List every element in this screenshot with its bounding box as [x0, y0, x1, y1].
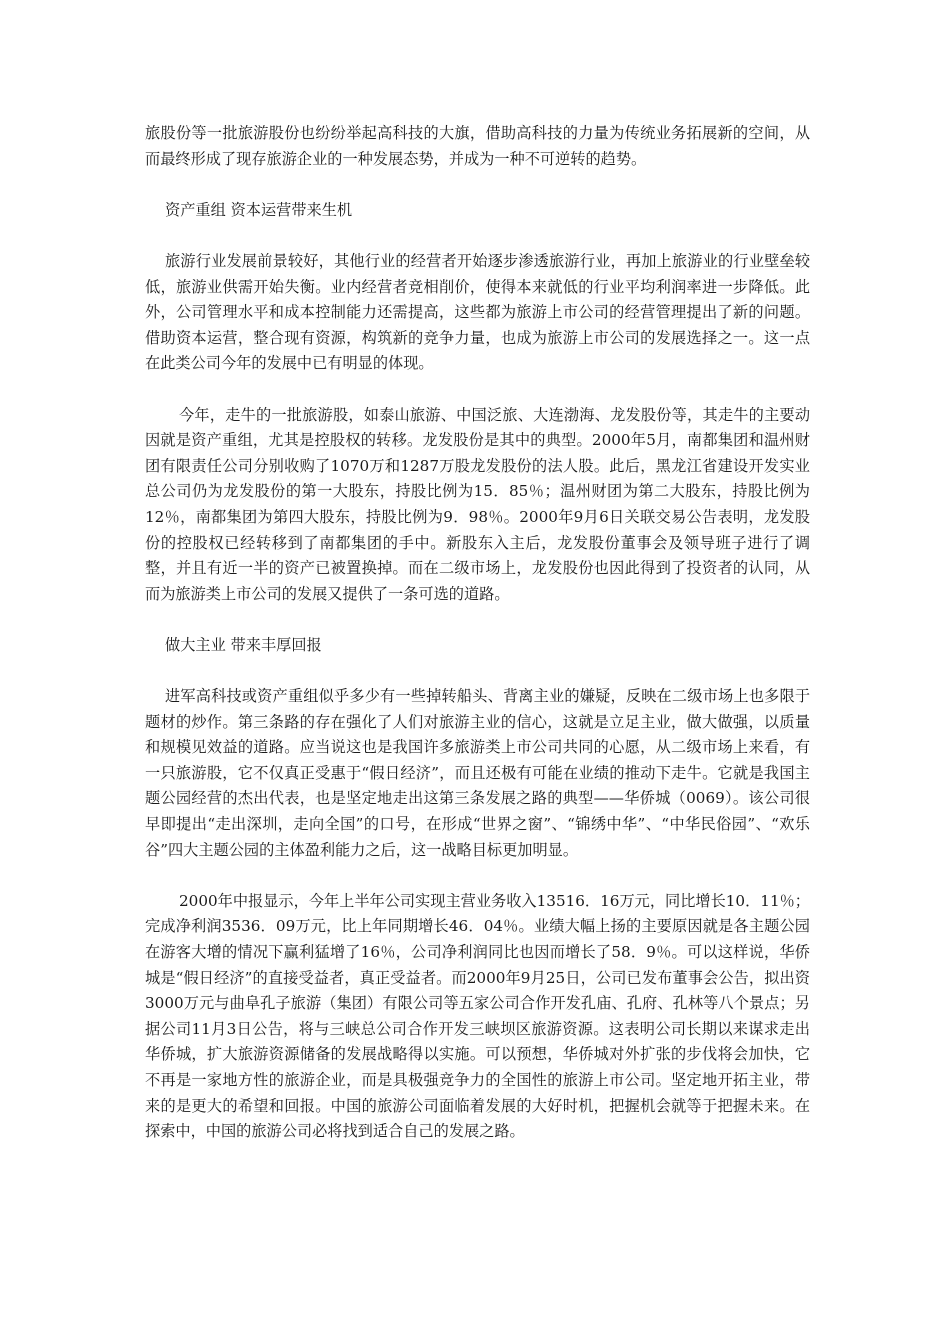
- paragraph-gap: [145, 223, 810, 249]
- section-heading-core-business: 做大主业 带来丰厚回报: [165, 635, 322, 654]
- paragraph-gap: [145, 658, 810, 684]
- paragraph-gap: [145, 377, 810, 403]
- paragraph-continuation: 旅股份等一批旅游股份也纷纷举起高科技的大旗，借助高科技的力量为传统业务拓展新的空间，从而最终形成了现存旅游企业的一种发展态势，并成为一种不可逆转的趋势。: [145, 124, 810, 168]
- paragraph-gap: [145, 172, 810, 198]
- section-heading-asset-restructuring: 资产重组 资本运营带来生机: [165, 200, 353, 219]
- paragraph-interim-report: 2000年中报显示，今年上半年公司实现主营业务收入13516．16万元，同比增长10．11％；完成净利润3536．09万元，比上年同期增长46．04％。业绩大幅上扬的主要原因就是各主题公园在游客大增的情况下赢利猛增了16％，公司净利润同比也因而增长了58．9％。可以这样说，华侨城是“假日经济”的直接受益者，真正受益者。而2000年9月25日，公司已发布董事会公告，拟出资3000万元与曲阜孔子旅游（集团）有限公司等五家公司合作开发孔庙、孔府、孔林等八个景点；另据公司11月3日公告，将与三峡总公司合作开发三峡坝区旅游资源。这表明公司长期以来谋求走出华侨城，扩大旅游资源储备的发展战略得以实施。可以预想，华侨城对外扩张的步伐将会加快，它不再是一家地方性的旅游企业，而是具极强竞争力的全国性的旅游上市公司。坚定地开拓主业，带来的是更大的希望和回报。中国的旅游公司面临着发展的大好时机，把握机会就等于把握未来。在探索中，中国的旅游公司必将找到适合自己的发展之路。: [145, 891, 810, 1141]
- paragraph-gap: [145, 607, 810, 633]
- document-page: [145, 121, 810, 1145]
- paragraph-industry-outlook: 旅游行业发展前景较好，其他行业的经营者开始逐步渗透旅游行业，再加上旅游业的行业壁垒较低，旅游业供需开始失衡。业内经营者竞相削价，使得本来就低的行业平均利润率进一步降低。此外，公司管理水平和成本控制能力还需提高，这些都为旅游上市公司的经营管理提出了新的问题。借助资本运营，整合现有资源，构筑新的竞争力量，也成为旅游上市公司的发展选择之一。这一点在此类公司今年的发展中已有明显的体现。: [145, 251, 810, 373]
- paragraph-third-road: 进军高科技或资产重组似乎多少有一些掉转船头、背离主业的嫌疑，反映在二级市场上也多限于题材的炒作。第三条路的存在强化了人们对旅游主业的信心，这就是立足主业，做大做强，以质量和规模见效益的道路。应当说这也是我国许多旅游类上市公司共同的心愿，从二级市场上来看，有一只旅游股，它不仅真正受惠于“假日经济”，而且还极有可能在业绩的推动下走牛。它就是我国主题公园经营的杰出代表，也是坚定地走出这第三条发展之路的典型——华侨城（0069）。该公司很早即提出“走出深圳，走向全国”的口号，在形成“世界之窗”、“锦绣中华”、“中华民俗园”、“欢乐谷”四大主题公园的主体盈利能力之后，这一战略目标更加明显。: [145, 687, 810, 859]
- paragraph-gap: [145, 863, 810, 889]
- paragraph-longfa-case: 今年，走牛的一批旅游股，如泰山旅游、中国泛旅、大连渤海、龙发股份等，其走牛的主要动因就是资产重组，尤其是控股权的转移。龙发股份是其中的典型。2000年5月，南都集团和温州财团有限责任公司分别收购了1070万和1287万股龙发股份的法人股。此后，黑龙江省建设开发实业总公司仍为龙发股份的第一大股东，持股比例为15．85％；温州财团为第二大股东，持股比例为12％，南都集团为第四大股东，持股比例为9．98％。2000年9月6日关联交易公告表明，龙发股份的控股权已经转移到了南都集团的手中。新股东入主后，龙发股份董事会及领导班子进行了调整，并且有近一半的资产已被置换掉。而在二级市场上，龙发股份也因此得到了投资者的认同，从而为旅游类上市公司的发展又提供了一条可选的道路。: [145, 405, 810, 603]
